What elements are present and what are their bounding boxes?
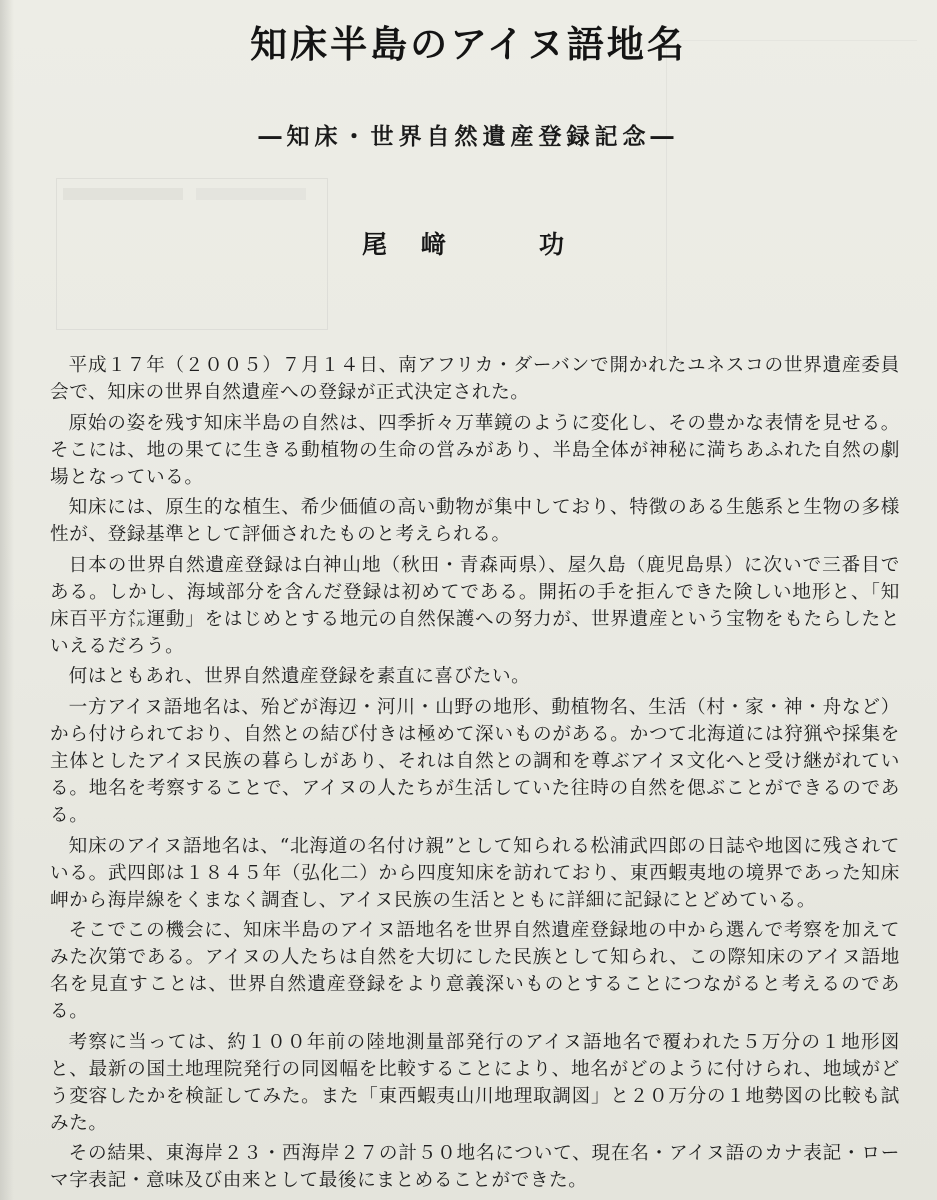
- document-subtitle: ―知床・世界自然遺産登録記念―: [258, 124, 679, 150]
- show-through-bar: [63, 188, 183, 200]
- paragraph: 知床には、原生的な植生、希少価値の高い動物が集中しており、特徴のある生態系と生物の多様性が、登録基準として評価されたものと考えられる。: [50, 497, 900, 546]
- paragraph: 知床のアイヌ語地名は、“北海道の名付け親”として知られる松浦武四郎の日誌や地図に残されている。武四郎は１８４５年（弘化二）から四度知床を訪れており、東西蝦夷地の境界であった知床岬から海岸線をくまなく調査し、アイヌ民族の生活とともに詳細に記録にとどめている。: [50, 835, 900, 911]
- author-name: 尾﨑 功: [361, 230, 598, 259]
- paragraph: 何はともあれ、世界自然遺産登録を素直に喜びたい。: [68, 666, 531, 688]
- show-through-bar: [196, 188, 306, 200]
- paragraph: そこでこの機会に、知床半島のアイヌ語地名を世界自然遺産登録地の中から選んで考察を加えてみた次第である。アイヌの人たちは自然を大切にした民族として知られ、この際知床のアイヌ語地名を見直すことは、世界自然遺産登録をより意義深いものとすることにつながると考えるのである。: [50, 920, 900, 1023]
- show-through-box: [56, 178, 328, 330]
- paragraph: 日本の世界自然遺産登録は白神山地（秋田・青森両県）、屋久島（鹿児島県）に次いで三番目である。しかし、海域部分を含んだ登録は初めてである。開拓の手を拒んできた険しい地形と、「知床百平方㍍運動」をはじめとする地元の自然保護への努力が、世界遺産という宝物をもたらしたといえるだろう。: [50, 554, 900, 657]
- body-text: [50, 352, 900, 1198]
- paragraph: その結果、東海岸２３・西海岸２７の計５０地名について、現在名・アイヌ語のカナ表記・ローマ字表記・意味及び由来として最後にまとめることができた。: [50, 1143, 900, 1192]
- paragraph: 平成１７年（２００５）７月１４日、南アフリカ・ダーバンで開かれたユネスコの世界遺産委員会で、知床の世界自然遺産への登録が正式決定された。: [50, 355, 900, 403]
- document-title: 知床半島のアイヌ語地名: [250, 23, 687, 66]
- paragraph: 一方アイヌ語地名は、殆どが海辺・河川・山野の地形、動植物名、生活（村・家・神・舟など）から付けられており、自然との結び付きは極めて深いものがある。かつて北海道には狩猟や採集を主体としたアイヌ民族の暮らしがあり、それは自然との調和を尊ぶアイヌ文化へと受け継がれている。地名を考察することで、アイヌの人たちが生活していた往時の自然を偲ぶことができるのである。: [50, 696, 900, 826]
- show-through-lines: [666, 40, 917, 361]
- page-edge-shadow: [0, 0, 14, 1200]
- paragraph: 原始の姿を残す知床半島の自然は、四季折々万華鏡のように変化し、その豊かな表情を見せる。そこには、地の果てに生きる動植物の生命の営みがあり、半島全体が神秘に満ちあふれた自然の劇場となっている。: [50, 412, 900, 488]
- paragraph: 考察に当っては、約１００年前の陸地測量部発行のアイヌ語地名で覆われた５万分の１地形図と、最新の国土地理院発行の同図幅を比較することにより、地名がどのように付けられ、地域がどう変容したかを検証してみた。また「東西蝦夷山川地理取調図」と２０万分の１地勢図の比較も試みた。: [50, 1031, 900, 1134]
